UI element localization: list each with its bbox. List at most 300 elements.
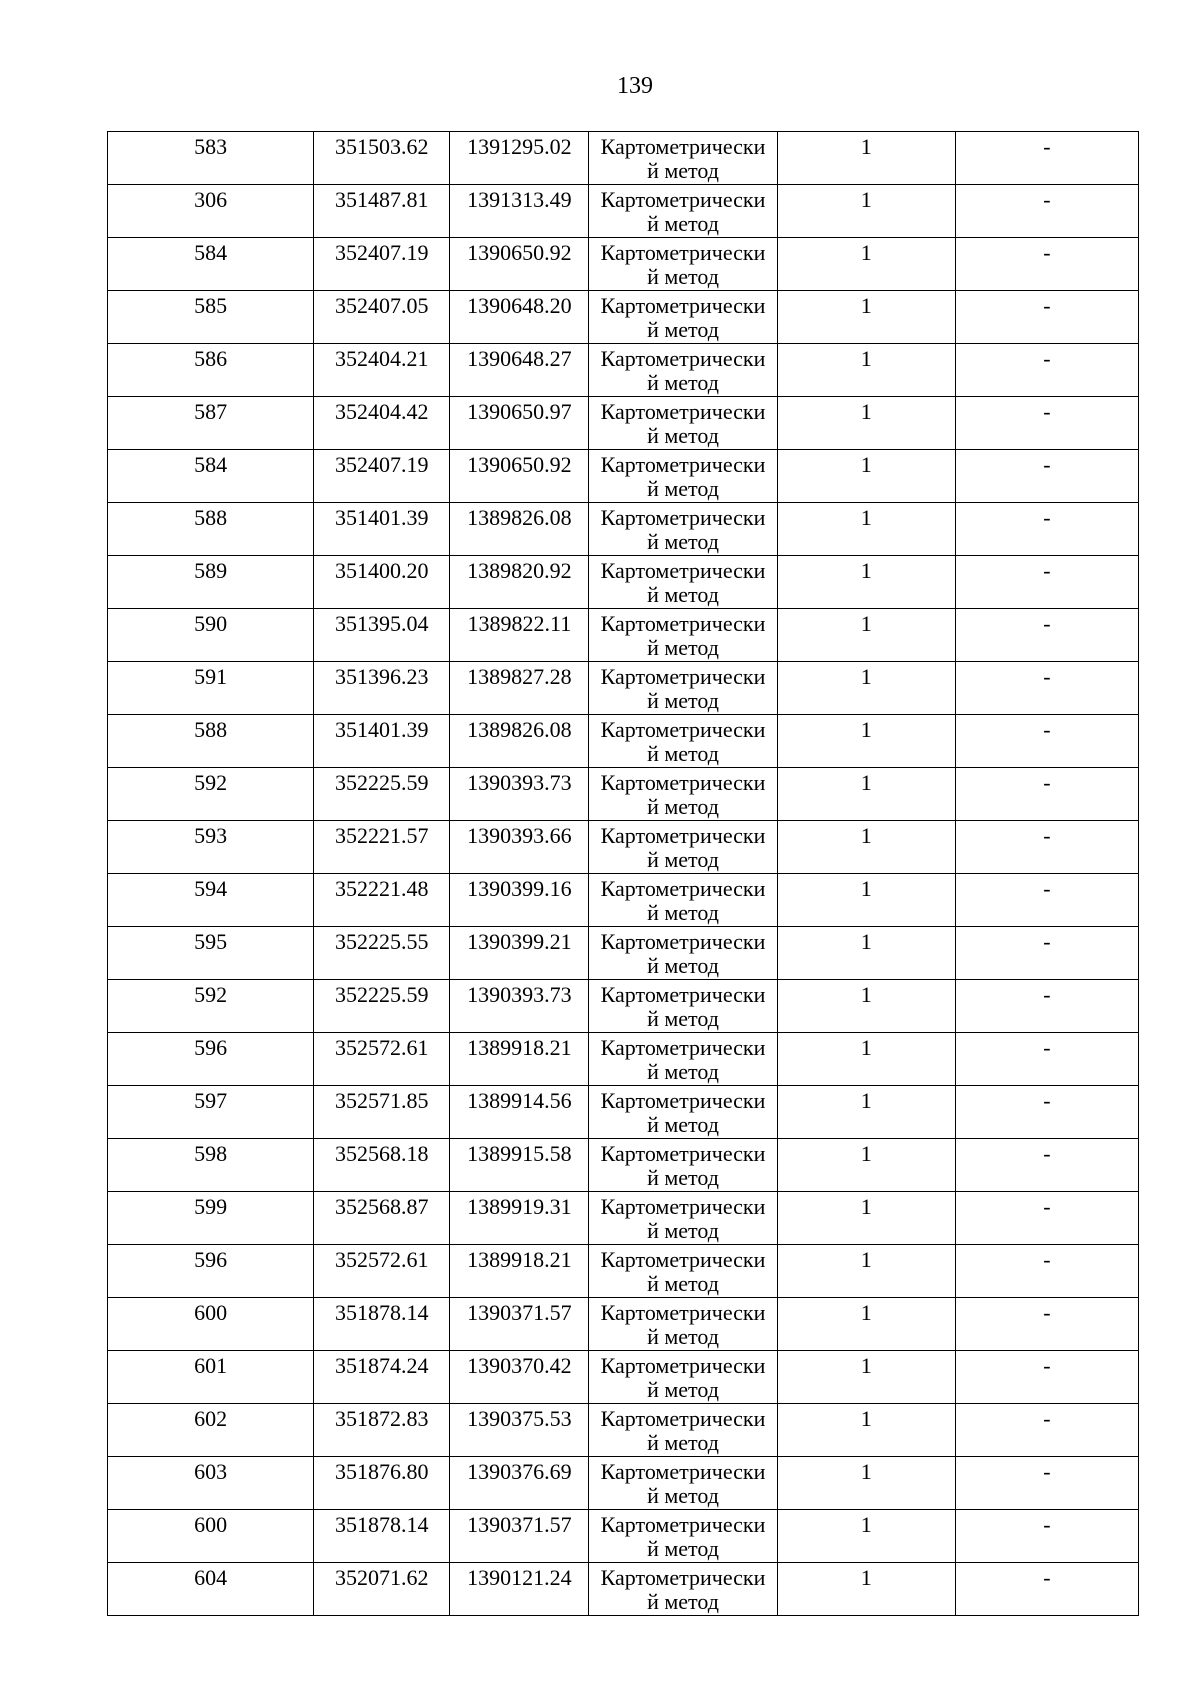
method-cell xyxy=(589,1510,777,1563)
accuracy-cell-text: 1 xyxy=(860,929,872,954)
table-row xyxy=(108,874,1139,927)
method-cell xyxy=(589,715,777,768)
table-row xyxy=(108,768,1139,821)
x-coordinate-cell xyxy=(314,450,450,503)
y-coordinate-cell-text: 1391295.02 xyxy=(467,134,572,159)
method-line: й метод xyxy=(647,211,719,236)
description-cell xyxy=(955,1404,1138,1457)
accuracy-cell xyxy=(777,291,955,344)
description-cell-text: - xyxy=(1043,399,1051,424)
method-line: Картометрически xyxy=(600,1088,766,1113)
method-text xyxy=(589,1033,776,1085)
accuracy-cell-text: 1 xyxy=(860,240,872,265)
y-coordinate-cell-text: 1390648.27 xyxy=(467,346,572,371)
accuracy-cell-text: 1 xyxy=(860,1406,872,1431)
table-row xyxy=(108,1139,1139,1192)
description-cell-text: - xyxy=(1043,717,1051,742)
method-line: Картометрически xyxy=(600,1035,766,1060)
table-row xyxy=(108,821,1139,874)
y-coordinate-cell-text: 1390648.20 xyxy=(467,293,572,318)
accuracy-cell-text: 1 xyxy=(860,1247,872,1272)
y-coordinate-cell-text: 1390371.57 xyxy=(467,1300,572,1325)
y-coordinate-cell xyxy=(450,556,589,609)
x-coordinate-cell-text: 352225.59 xyxy=(335,770,429,795)
method-line: Картометрически xyxy=(600,1300,766,1325)
description-cell xyxy=(955,874,1138,927)
y-coordinate-cell xyxy=(450,238,589,291)
description-cell xyxy=(955,821,1138,874)
method-text xyxy=(589,556,776,608)
x-coordinate-cell-text: 351503.62 xyxy=(335,134,429,159)
method-line: й метод xyxy=(647,476,719,501)
y-coordinate-cell xyxy=(450,874,589,927)
description-cell xyxy=(955,609,1138,662)
description-cell xyxy=(955,715,1138,768)
accuracy-cell xyxy=(777,1298,955,1351)
y-coordinate-cell xyxy=(450,1351,589,1404)
table-row xyxy=(108,927,1139,980)
method-line: й метод xyxy=(647,1112,719,1137)
method-line: й метод xyxy=(647,264,719,289)
method-text xyxy=(589,1457,776,1509)
method-line: Картометрически xyxy=(600,1141,766,1166)
description-cell-text: - xyxy=(1043,770,1051,795)
point-number-cell xyxy=(108,1245,314,1298)
table-row xyxy=(108,450,1139,503)
method-cell xyxy=(589,556,777,609)
method-text xyxy=(589,344,776,396)
accuracy-cell-text: 1 xyxy=(860,452,872,477)
table-row xyxy=(108,503,1139,556)
accuracy-cell xyxy=(777,185,955,238)
x-coordinate-cell-text: 351400.20 xyxy=(335,558,429,583)
table-row xyxy=(108,1510,1139,1563)
x-coordinate-cell xyxy=(314,291,450,344)
x-coordinate-cell xyxy=(314,1457,450,1510)
table-body xyxy=(108,132,1139,1616)
method-text xyxy=(589,450,776,502)
y-coordinate-cell-text: 1390650.92 xyxy=(467,452,572,477)
y-coordinate-cell xyxy=(450,450,589,503)
method-line: Картометрически xyxy=(600,982,766,1007)
accuracy-cell-text: 1 xyxy=(860,1194,872,1219)
point-number-cell xyxy=(108,185,314,238)
method-text xyxy=(589,503,776,555)
y-coordinate-cell-text: 1390393.66 xyxy=(467,823,572,848)
accuracy-cell-text: 1 xyxy=(860,187,872,212)
method-line: Картометрически xyxy=(600,611,766,636)
accuracy-cell xyxy=(777,450,955,503)
y-coordinate-cell-text: 1390650.92 xyxy=(467,240,572,265)
description-cell xyxy=(955,1033,1138,1086)
x-coordinate-cell xyxy=(314,1404,450,1457)
table-row xyxy=(108,1033,1139,1086)
description-cell xyxy=(955,503,1138,556)
description-cell-text: - xyxy=(1043,611,1051,636)
method-text xyxy=(589,1563,776,1615)
y-coordinate-cell xyxy=(450,609,589,662)
accuracy-cell-text: 1 xyxy=(860,1459,872,1484)
accuracy-cell-text: 1 xyxy=(860,1353,872,1378)
method-line: й метод xyxy=(647,1271,719,1296)
method-line: Картометрически xyxy=(600,134,766,159)
point-number-cell xyxy=(108,1192,314,1245)
accuracy-cell xyxy=(777,768,955,821)
accuracy-cell xyxy=(777,397,955,450)
method-line: Картометрически xyxy=(600,1512,766,1537)
accuracy-cell xyxy=(777,1457,955,1510)
x-coordinate-cell-text: 352572.61 xyxy=(335,1035,429,1060)
x-coordinate-cell-text: 351395.04 xyxy=(335,611,429,636)
table-row xyxy=(108,185,1139,238)
point-number-cell xyxy=(108,1563,314,1616)
accuracy-cell-text: 1 xyxy=(860,1565,872,1590)
y-coordinate-cell-text: 1389826.08 xyxy=(467,505,572,530)
description-cell xyxy=(955,662,1138,715)
method-line: й метод xyxy=(647,1589,719,1614)
method-cell xyxy=(589,397,777,450)
point-number-cell-text: 584 xyxy=(194,452,228,477)
description-cell-text: - xyxy=(1043,929,1051,954)
point-number-cell-text: 586 xyxy=(194,346,228,371)
x-coordinate-cell xyxy=(314,1139,450,1192)
method-line: й метод xyxy=(647,688,719,713)
method-cell xyxy=(589,662,777,715)
x-coordinate-cell-text: 351874.24 xyxy=(335,1353,429,1378)
x-coordinate-cell xyxy=(314,132,450,185)
accuracy-cell xyxy=(777,556,955,609)
point-number-cell-text: 587 xyxy=(194,399,228,424)
x-coordinate-cell-text: 352225.59 xyxy=(335,982,429,1007)
x-coordinate-cell-text: 351487.81 xyxy=(335,187,429,212)
point-number-cell-text: 599 xyxy=(194,1194,228,1219)
x-coordinate-cell xyxy=(314,1086,450,1139)
y-coordinate-cell-text: 1389914.56 xyxy=(467,1088,572,1113)
accuracy-cell xyxy=(777,1192,955,1245)
y-coordinate-cell xyxy=(450,1298,589,1351)
method-line: й метод xyxy=(647,1536,719,1561)
x-coordinate-cell xyxy=(314,980,450,1033)
x-coordinate-cell xyxy=(314,397,450,450)
x-coordinate-cell-text: 352407.05 xyxy=(335,293,429,318)
accuracy-cell xyxy=(777,238,955,291)
description-cell-text: - xyxy=(1043,1088,1051,1113)
point-number-cell-text: 604 xyxy=(194,1565,228,1590)
y-coordinate-cell xyxy=(450,715,589,768)
y-coordinate-cell xyxy=(450,1404,589,1457)
table-row xyxy=(108,980,1139,1033)
point-number-cell-text: 583 xyxy=(194,134,228,159)
y-coordinate-cell xyxy=(450,1192,589,1245)
description-cell-text: - xyxy=(1043,1459,1051,1484)
method-cell xyxy=(589,185,777,238)
accuracy-cell-text: 1 xyxy=(860,611,872,636)
method-cell xyxy=(589,609,777,662)
description-cell-text: - xyxy=(1043,187,1051,212)
y-coordinate-cell-text: 1390370.42 xyxy=(467,1353,572,1378)
x-coordinate-cell-text: 352568.18 xyxy=(335,1141,429,1166)
accuracy-cell xyxy=(777,344,955,397)
x-coordinate-cell xyxy=(314,1563,450,1616)
y-coordinate-cell-text: 1390393.73 xyxy=(467,770,572,795)
point-number-cell-text: 588 xyxy=(194,717,228,742)
y-coordinate-cell xyxy=(450,1510,589,1563)
method-line: Картометрически xyxy=(600,929,766,954)
accuracy-cell-text: 1 xyxy=(860,346,872,371)
method-line: й метод xyxy=(647,635,719,660)
method-text xyxy=(589,185,776,237)
table-row xyxy=(108,344,1139,397)
table-row xyxy=(108,1245,1139,1298)
x-coordinate-cell-text: 351401.39 xyxy=(335,505,429,530)
y-coordinate-cell xyxy=(450,291,589,344)
accuracy-cell xyxy=(777,503,955,556)
accuracy-cell xyxy=(777,1563,955,1616)
method-text xyxy=(589,715,776,767)
table-row xyxy=(108,1192,1139,1245)
accuracy-cell xyxy=(777,609,955,662)
y-coordinate-cell-text: 1389918.21 xyxy=(467,1035,572,1060)
accuracy-cell xyxy=(777,662,955,715)
method-text xyxy=(589,1192,776,1244)
y-coordinate-cell-text: 1390399.21 xyxy=(467,929,572,954)
x-coordinate-cell xyxy=(314,344,450,397)
accuracy-cell-text: 1 xyxy=(860,664,872,689)
description-cell-text: - xyxy=(1043,1300,1051,1325)
method-line: Картометрически xyxy=(600,187,766,212)
description-cell-text: - xyxy=(1043,240,1051,265)
table-row xyxy=(108,1457,1139,1510)
x-coordinate-cell xyxy=(314,1510,450,1563)
y-coordinate-cell xyxy=(450,344,589,397)
method-line: й метод xyxy=(647,953,719,978)
y-coordinate-cell-text: 1389826.08 xyxy=(467,717,572,742)
x-coordinate-cell-text: 352404.42 xyxy=(335,399,429,424)
method-line: й метод xyxy=(647,1430,719,1455)
accuracy-cell xyxy=(777,1086,955,1139)
description-cell xyxy=(955,1351,1138,1404)
point-number-cell-text: 602 xyxy=(194,1406,228,1431)
x-coordinate-cell xyxy=(314,1033,450,1086)
x-coordinate-cell-text: 352407.19 xyxy=(335,240,429,265)
y-coordinate-cell-text: 1389918.21 xyxy=(467,1247,572,1272)
method-text xyxy=(589,1245,776,1297)
method-line: й метод xyxy=(647,1218,719,1243)
point-number-cell xyxy=(108,715,314,768)
method-line: Картометрически xyxy=(600,717,766,742)
accuracy-cell xyxy=(777,874,955,927)
description-cell xyxy=(955,768,1138,821)
description-cell-text: - xyxy=(1043,1565,1051,1590)
y-coordinate-cell-text: 1389820.92 xyxy=(467,558,572,583)
point-number-cell xyxy=(108,503,314,556)
method-line: й метод xyxy=(647,847,719,872)
accuracy-cell-text: 1 xyxy=(860,1088,872,1113)
point-number-cell xyxy=(108,1139,314,1192)
point-number-cell xyxy=(108,1298,314,1351)
y-coordinate-cell xyxy=(450,927,589,980)
point-number-cell xyxy=(108,662,314,715)
description-cell xyxy=(955,1563,1138,1616)
point-number-cell-text: 595 xyxy=(194,929,228,954)
accuracy-cell-text: 1 xyxy=(860,770,872,795)
accuracy-cell xyxy=(777,1033,955,1086)
point-number-cell-text: 589 xyxy=(194,558,228,583)
method-cell xyxy=(589,1351,777,1404)
accuracy-cell xyxy=(777,980,955,1033)
description-cell xyxy=(955,980,1138,1033)
method-cell xyxy=(589,291,777,344)
y-coordinate-cell-text: 1390371.57 xyxy=(467,1512,572,1537)
method-cell xyxy=(589,1298,777,1351)
method-line: Картометрически xyxy=(600,505,766,530)
description-cell-text: - xyxy=(1043,1194,1051,1219)
y-coordinate-cell xyxy=(450,980,589,1033)
point-number-cell-text: 600 xyxy=(194,1300,228,1325)
x-coordinate-cell xyxy=(314,927,450,980)
description-cell xyxy=(955,556,1138,609)
method-cell xyxy=(589,1563,777,1616)
y-coordinate-cell xyxy=(450,503,589,556)
description-cell xyxy=(955,132,1138,185)
description-cell-text: - xyxy=(1043,1512,1051,1537)
x-coordinate-cell-text: 352404.21 xyxy=(335,346,429,371)
point-number-cell xyxy=(108,1510,314,1563)
method-line: Картометрически xyxy=(600,770,766,795)
y-coordinate-cell xyxy=(450,1033,589,1086)
accuracy-cell xyxy=(777,821,955,874)
table-row xyxy=(108,238,1139,291)
y-coordinate-cell-text: 1389915.58 xyxy=(467,1141,572,1166)
description-cell xyxy=(955,927,1138,980)
point-number-cell xyxy=(108,556,314,609)
method-text xyxy=(589,821,776,873)
description-cell xyxy=(955,1139,1138,1192)
point-number-cell xyxy=(108,1457,314,1510)
point-number-cell xyxy=(108,291,314,344)
point-number-cell xyxy=(108,768,314,821)
point-number-cell xyxy=(108,1086,314,1139)
x-coordinate-cell-text: 352225.55 xyxy=(335,929,429,954)
point-number-cell xyxy=(108,450,314,503)
method-line: й метод xyxy=(647,900,719,925)
x-coordinate-cell-text: 351872.83 xyxy=(335,1406,429,1431)
x-coordinate-cell-text: 351401.39 xyxy=(335,717,429,742)
point-number-cell xyxy=(108,1351,314,1404)
method-line: й метод xyxy=(647,1377,719,1402)
method-text xyxy=(589,662,776,714)
accuracy-cell-text: 1 xyxy=(860,1300,872,1325)
accuracy-cell xyxy=(777,715,955,768)
method-text xyxy=(589,874,776,926)
x-coordinate-cell xyxy=(314,238,450,291)
point-number-cell-text: 590 xyxy=(194,611,228,636)
x-coordinate-cell xyxy=(314,556,450,609)
method-cell xyxy=(589,768,777,821)
method-text xyxy=(589,1139,776,1191)
description-cell xyxy=(955,344,1138,397)
x-coordinate-cell xyxy=(314,874,450,927)
method-line: й метод xyxy=(647,582,719,607)
method-line: Картометрически xyxy=(600,452,766,477)
accuracy-cell-text: 1 xyxy=(860,1035,872,1060)
point-number-cell xyxy=(108,927,314,980)
description-cell-text: - xyxy=(1043,134,1051,159)
accuracy-cell-text: 1 xyxy=(860,134,872,159)
description-cell xyxy=(955,1192,1138,1245)
table-row xyxy=(108,1086,1139,1139)
point-number-cell xyxy=(108,132,314,185)
method-line: й метод xyxy=(647,529,719,554)
method-line: Картометрически xyxy=(600,293,766,318)
method-cell xyxy=(589,927,777,980)
method-line: й метод xyxy=(647,1059,719,1084)
accuracy-cell-text: 1 xyxy=(860,982,872,1007)
description-cell xyxy=(955,450,1138,503)
accuracy-cell xyxy=(777,132,955,185)
x-coordinate-cell xyxy=(314,185,450,238)
method-line: Картометрически xyxy=(600,1406,766,1431)
description-cell-text: - xyxy=(1043,876,1051,901)
y-coordinate-cell-text: 1390375.53 xyxy=(467,1406,572,1431)
table-row xyxy=(108,715,1139,768)
x-coordinate-cell-text: 351878.14 xyxy=(335,1512,429,1537)
x-coordinate-cell xyxy=(314,1298,450,1351)
point-number-cell xyxy=(108,821,314,874)
table-row xyxy=(108,662,1139,715)
table-row xyxy=(108,1563,1139,1616)
coordinates-table xyxy=(107,131,1139,1616)
method-text xyxy=(589,1298,776,1350)
y-coordinate-cell xyxy=(450,662,589,715)
description-cell xyxy=(955,238,1138,291)
point-number-cell xyxy=(108,980,314,1033)
method-line: Картометрически xyxy=(600,1565,766,1590)
table-row xyxy=(108,1351,1139,1404)
x-coordinate-cell-text: 352407.19 xyxy=(335,452,429,477)
accuracy-cell-text: 1 xyxy=(860,293,872,318)
method-text xyxy=(589,609,776,661)
table-row xyxy=(108,556,1139,609)
method-cell xyxy=(589,821,777,874)
description-cell-text: - xyxy=(1043,293,1051,318)
point-number-cell xyxy=(108,238,314,291)
point-number-cell-text: 306 xyxy=(194,187,228,212)
description-cell-text: - xyxy=(1043,558,1051,583)
x-coordinate-cell xyxy=(314,715,450,768)
accuracy-cell xyxy=(777,927,955,980)
y-coordinate-cell xyxy=(450,1086,589,1139)
x-coordinate-cell xyxy=(314,1192,450,1245)
method-cell xyxy=(589,874,777,927)
method-line: Картометрически xyxy=(600,1353,766,1378)
y-coordinate-cell xyxy=(450,132,589,185)
table-row xyxy=(108,1404,1139,1457)
description-cell-text: - xyxy=(1043,1141,1051,1166)
x-coordinate-cell xyxy=(314,662,450,715)
method-line: й метод xyxy=(647,1483,719,1508)
y-coordinate-cell xyxy=(450,1245,589,1298)
method-line: й метод xyxy=(647,317,719,342)
point-number-cell-text: 598 xyxy=(194,1141,228,1166)
description-cell-text: - xyxy=(1043,1406,1051,1431)
point-number-cell xyxy=(108,344,314,397)
method-line: Картометрически xyxy=(600,558,766,583)
y-coordinate-cell xyxy=(450,1457,589,1510)
description-cell-text: - xyxy=(1043,505,1051,530)
description-cell xyxy=(955,185,1138,238)
method-cell xyxy=(589,344,777,397)
